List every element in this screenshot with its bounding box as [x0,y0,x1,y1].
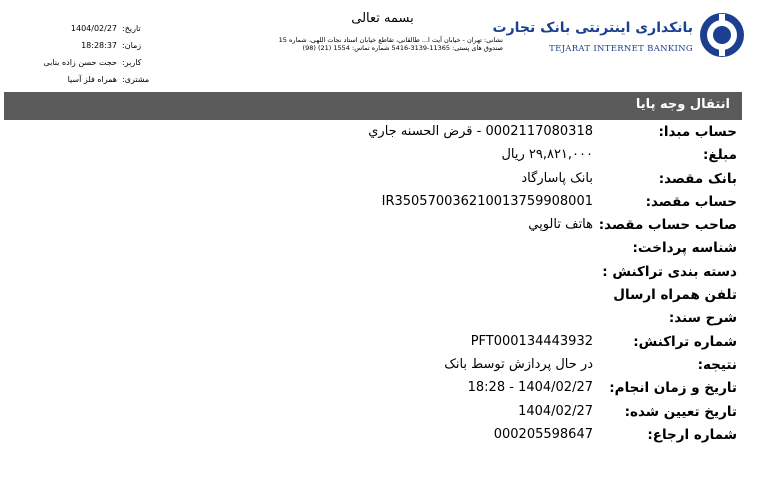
field-row [0,308,765,331]
receipt-meta [0,24,170,92]
field-value: 1404/02/27 [518,403,593,419]
field-label: مبلغ: [702,147,737,164]
field-label: نتیجه: [697,356,737,373]
field-value: در حال پردازش توسط بانک [444,356,593,372]
field-row [0,425,765,448]
field-row [0,262,765,285]
bismillah-heading: بسمه تعالی [351,11,414,26]
title-bar [4,92,742,120]
address-line: صندوق های پستی: 11365-3139-5416 شماره تماس: 1554 (21) (98) [302,44,503,52]
field-row [0,169,765,192]
address-line: نشانی: تهران - خیابان آیت ا... طالقانی، تقاطع خیابان استاد نجات اللهی، شماره 15 [278,36,503,44]
field-label: شماره ارجاع: [647,426,737,443]
page-title: انتقال وجه پایا [635,97,730,112]
bank-name-en: TEJARAT INTERNET BANKING [549,44,693,54]
meta-value: حجت حسن زاده بنابی [43,58,117,67]
field-value: PFT000134443932 [470,333,593,349]
field-row [0,215,765,238]
meta-label: مشتری: [122,75,150,84]
meta-value: 1404/02/27 [70,24,117,33]
field-row [0,238,765,261]
meta-label: زمان: [122,41,142,50]
bank-address [258,36,503,52]
meta-value: 18:28:37 [81,41,117,50]
transfer-details [0,122,765,448]
field-label: صاحب حساب مقصد: [598,217,737,234]
field-label: حساب مبدا: [658,124,737,140]
field-value: 1404/02/27 - 18:28 [467,380,593,396]
field-label: تاریخ تعیین شده: [624,403,737,420]
field-label: تاریخ و زمان انجام: [609,380,737,397]
field-label: شناسه پرداخت: [632,240,737,257]
field-value: 0002117080318 - قرض الحسنه جاري [368,124,593,139]
meta-row-user [0,58,170,75]
bank-name-fa: بانکداری اینترنتی بانک تجارت [492,20,693,36]
field-label: شماره تراکنش: [633,333,737,350]
meta-row-time [0,41,170,58]
field-label: حساب مقصد: [645,193,737,210]
meta-row-customer [0,75,170,92]
meta-label: کاربر: [122,58,142,67]
field-value: IR350570036210013759908001 [381,193,593,209]
field-row [0,122,765,145]
field-value: هاتف تالوپي [528,217,593,233]
field-label: تلفن همراه ارسال [613,287,737,304]
receipt-header [0,0,765,92]
field-row [0,378,765,401]
field-label: دسته بندی تراکنش : [602,263,737,280]
field-value: 000205598647 [493,426,593,442]
field-label: شرح سند: [668,310,737,327]
meta-row-date [0,24,170,41]
meta-value: همراه فلز آسیا [67,75,117,84]
meta-label: تاریخ: [122,24,141,33]
field-row [0,285,765,308]
field-row [0,145,765,168]
field-row [0,355,765,378]
field-row [0,402,765,425]
field-value: ۲۹,۸۲۱,۰۰۰ ریال [501,147,593,163]
field-row [0,192,765,215]
field-value: بانک پاسارگاد [521,170,593,186]
field-label: بانک مقصد: [658,170,737,187]
field-row [0,332,765,355]
